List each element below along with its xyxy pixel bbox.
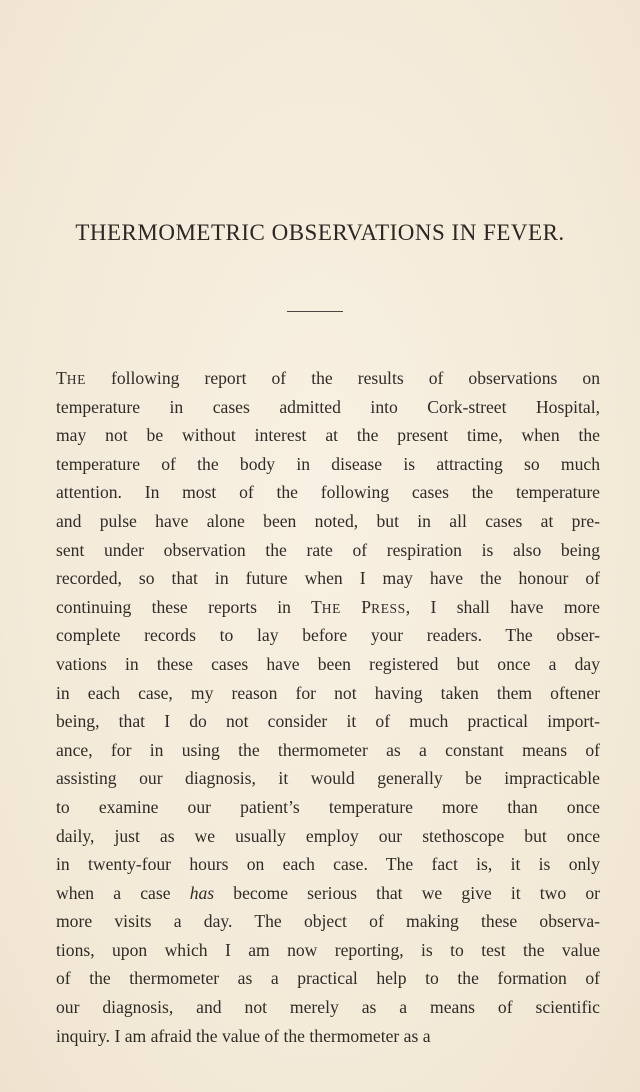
text-line — [56, 907, 600, 936]
text-line — [56, 507, 600, 536]
text-line — [56, 679, 600, 708]
text-line — [56, 1022, 600, 1051]
text-line — [56, 822, 600, 851]
text-run: in each case, my reason for not having taken them oftener — [56, 682, 600, 703]
text-run: , I shall have more — [405, 596, 600, 617]
small-caps-rest: HE — [66, 372, 86, 387]
small-caps-initial: T — [56, 368, 67, 388]
text-run: daily, just as we usually employ our stethoscope but once — [56, 825, 600, 846]
text-line — [56, 993, 600, 1022]
small-caps-initial: P — [361, 596, 372, 617]
text-run: when a case — [56, 882, 190, 903]
text-run: sent under observation the rate of respiration is also being — [56, 539, 600, 560]
text-run: our diagnosis, and not merely as a means of scientific — [56, 997, 600, 1018]
text-run: assisting our diagnosis, it would generally be impracticable — [56, 768, 600, 789]
text-line — [56, 707, 600, 736]
text-run: being, that I do not consider it of much practical import- — [56, 711, 600, 732]
text-run: more visits a day. The object of making these observa- — [56, 911, 600, 932]
text-line — [56, 421, 600, 450]
text-line — [56, 364, 600, 393]
text-run: complete records to lay before your readers. The obser- — [56, 625, 600, 646]
small-caps-text — [56, 368, 86, 388]
text-run: temperature in cases admitted into Cork-street Hospital, — [56, 396, 600, 417]
small-caps-text — [311, 597, 406, 617]
text-run: vations in these cases have been registered but once a day — [56, 653, 600, 674]
page-title: THERMOMETRIC OBSERVATIONS IN FEVER. — [75, 220, 565, 245]
text-line — [56, 793, 600, 822]
text-line — [56, 936, 600, 965]
title-rule — [287, 311, 343, 312]
text-run: temperature of the body in disease is attracting so much — [56, 453, 600, 474]
text-line — [56, 564, 600, 593]
text-line — [56, 650, 600, 679]
text-run: of the thermometer as a practical help to the formation of — [56, 968, 600, 989]
text-run: become serious that we give it two or — [214, 882, 601, 903]
text-line — [56, 478, 600, 507]
text-line — [56, 621, 600, 650]
text-run: following report of the results of observations on — [85, 368, 600, 388]
italic-text: has — [189, 882, 215, 903]
text-run: and pulse have alone been noted, but in all cases at pre- — [56, 510, 600, 531]
text-run: to examine our patient’s temperature more than once — [56, 796, 600, 817]
text-run: in twenty-four hours on each case. The fact is, it is only — [56, 854, 600, 875]
small-caps-rest: HE — [321, 600, 341, 616]
text-line — [56, 393, 600, 422]
text-line — [56, 536, 600, 565]
text-line — [56, 964, 600, 993]
text-line — [56, 450, 600, 479]
text-run: continuing these reports in — [56, 596, 311, 617]
text-run: inquiry. I am afraid the value of the thermometer as a — [56, 1025, 431, 1046]
text-line — [56, 736, 600, 765]
text-run: tions, upon which I am now reporting, is to test the value — [56, 939, 600, 960]
text-line — [56, 764, 600, 793]
text-run: attention. In most of the following cases the temperature — [56, 482, 600, 503]
small-caps-initial: T — [311, 596, 322, 617]
text-run: may not be without interest at the present time, when the — [56, 425, 600, 446]
text-line — [56, 879, 600, 908]
text-line — [56, 850, 600, 879]
body-paragraph — [56, 364, 600, 1050]
text-run: ance, for in using the thermometer as a constant means of — [56, 739, 600, 760]
small-caps-rest: RESS — [371, 600, 406, 616]
text-run: recorded, so that in future when I may have the honour of — [56, 568, 600, 589]
text-line — [56, 593, 600, 622]
